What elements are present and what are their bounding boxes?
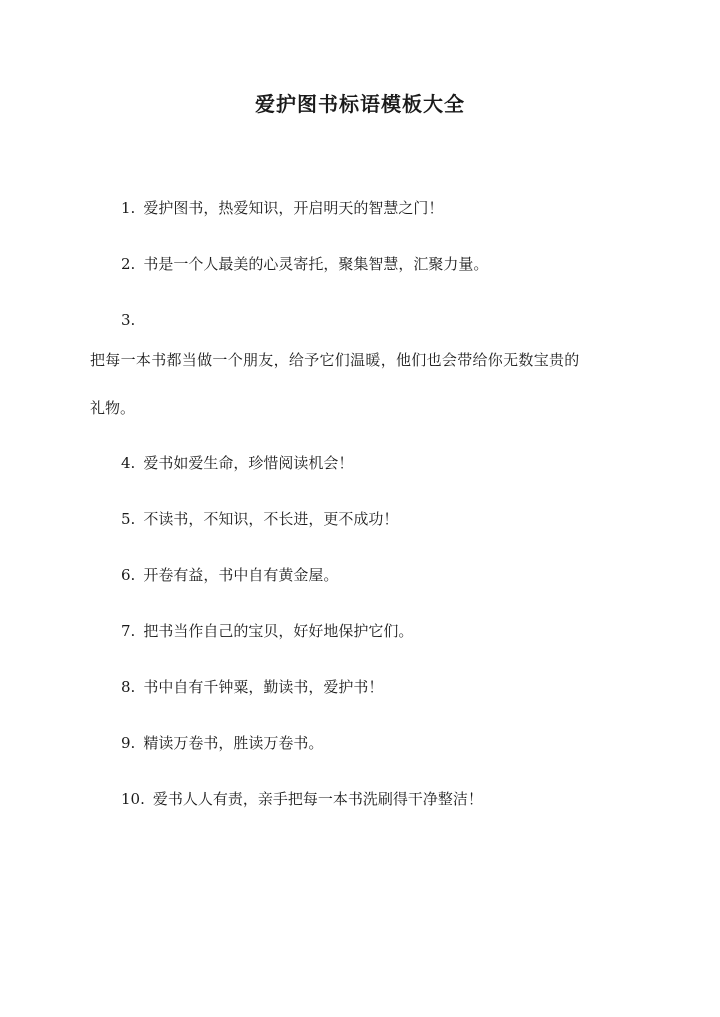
list-item-number-only — [121, 310, 135, 330]
item-text: 精读万卷书，胜读万卷书。 — [143, 734, 324, 752]
item-text: 爱书人人有责，亲手把每一本书洗刷得干净整洁！ — [152, 790, 483, 808]
item-number: 6. — [121, 566, 136, 584]
item-text: 爱护图书，热爱知识，开启明天的智慧之门！ — [143, 199, 444, 217]
list-item — [121, 789, 483, 809]
item-number: 10. — [121, 790, 145, 808]
item-number: 2. — [121, 255, 136, 273]
item-number: 3. — [121, 311, 136, 329]
item-text-continuation: 礼物。 — [90, 399, 136, 417]
list-item — [121, 677, 383, 697]
page-title: 爱护图书标语模板大全 — [255, 92, 465, 116]
item-text: 把书当作自己的宝贝，好好地保护它们。 — [143, 622, 414, 640]
item-number: 1. — [121, 199, 136, 217]
list-item — [121, 621, 413, 641]
list-item — [121, 453, 353, 473]
list-item — [121, 198, 443, 218]
list-item — [121, 509, 398, 529]
item-number: 5. — [121, 510, 136, 528]
item-text: 爱书如爱生命，珍惜阅读机会！ — [143, 454, 354, 472]
list-item — [121, 565, 338, 585]
list-item — [121, 733, 323, 753]
list-item — [121, 254, 488, 274]
item-number: 9. — [121, 734, 136, 752]
item-number: 8. — [121, 678, 136, 696]
item-text: 把每一本书都当做一个朋友，给予它们温暖，他们也会带给你无数宝贵的 — [90, 351, 580, 369]
item-text: 书是一个人最美的心灵寄托，聚集智慧，汇聚力量。 — [143, 255, 489, 273]
item-text: 开卷有益，书中自有黄金屋。 — [143, 566, 339, 584]
item-number: 4. — [121, 454, 136, 472]
item-number: 7. — [121, 622, 136, 640]
item-text: 书中自有千钟粟，勤读书，爱护书！ — [143, 678, 384, 696]
item-text: 不读书，不知识，不长进，更不成功！ — [143, 510, 399, 528]
